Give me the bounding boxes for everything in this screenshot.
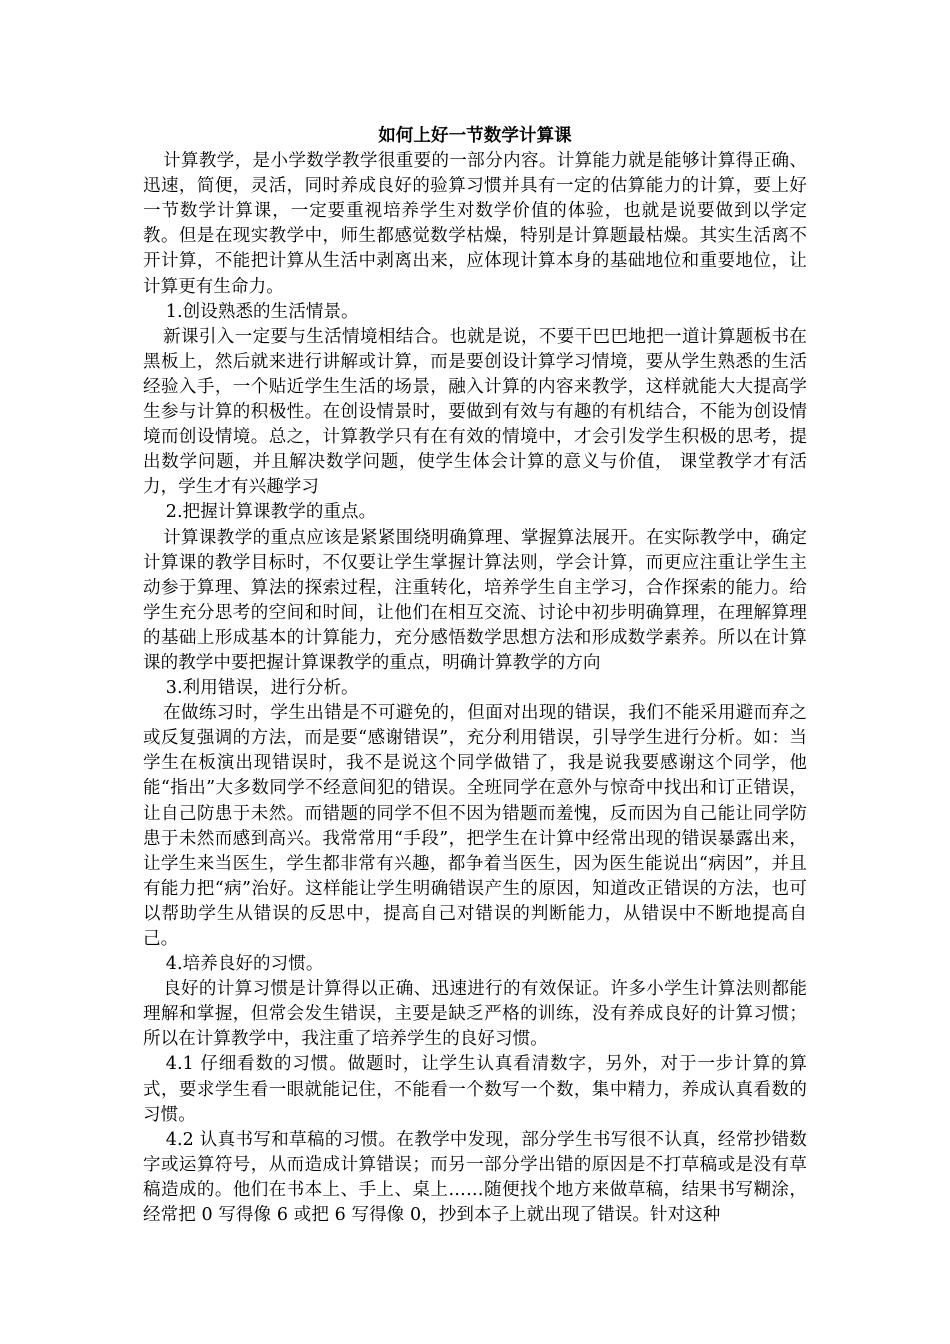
document-title: 如何上好一节数学计算课 [378, 126, 572, 146]
intro-paragraph: 计算教学，是小学数学教学很重要的一部分内容。计算能力就是能够计算得正确、迅速，简便，灵活，同时养成良好的验算习惯并具有一定的估算能力的计算，要上好一节数学计算课，一定要重视培养学生对数学价值的体验，也就是说要做到以学定教。但是在现实教学中，师生都感觉数学枯燥，特别是计算题最枯燥。其实生活离不开计算，不能把计算从生活中剥离出来，应体现计算本身的基础地位和重要地位，让计算更有生命力。 [143, 151, 807, 297]
section-paragraph: 计算课教学的重点应该是紧紧围绕明确算理、掌握算法展开。在实际教学中，确定计算课的教学目标时，不仅要让学生掌握计算法则，学会计算，而更应注重让学生主动参于算理、算法的探索过程，注重转化，培养学生自主学习，合作探索的能力。给学生充分思考的空间和时间，让他们在相互交流、讨论中初步明确算理，在理解算理的基础上形成基本的计算能力，充分感悟数学思想方法和形成数学素养。所以在计算课的教学中要把握计算课教学的重点，明确计算教学的方向 [143, 527, 807, 673]
section-paragraph: 新课引入一定要与生活情境相结合。也就是说，不要干巴巴地把一道计算题板书在黑板上，然后就来进行讲解或计算，而是要创设计算学习情境，要从学生熟悉的生活经验入手，一个贴近学生生活的场景，融入计算的内容来教学，这样就能大大提高学生参与计算的积极性。在创设情景时，要做到有效与有趣的有机结合，不能为创设情境而创设情境。总之，计算教学只有在有效的情境中，才会引发学生积极的思考，提出数学问题，并且解决数学问题，使学生体会计算的意义与价值， 课堂教学才有活力，学生才有兴趣学习 [143, 326, 807, 498]
section-paragraph: 良好的计算习惯是计算得以正确、迅速进行的有效保证。许多小学生计算法则都能理解和掌握，但常会发生错误，主要是缺乏严格的训练，没有养成良好的计算习惯；所以在计算教学中，我注重了培养学生的良好习惯。 [143, 979, 807, 1050]
section-heading: 1.创设熟悉的生活情景。 [165, 301, 359, 322]
subsection-paragraph: 4.1 仔细看数的习惯。做题时，让学生认真看清数字，另外，对于一步计算的算式，要求学生看一眼就能记住，不能看一个数写一个数，集中精力，养成认真看数的习惯。 [143, 1054, 807, 1125]
section-heading: 2.把握计算课教学的重点。 [165, 502, 377, 523]
document-body [143, 124, 807, 1228]
subsection-paragraph: 4.2 认真书写和草稿的习惯。在教学中发现，部分学生书写很不认真，经常抄错数字或运算符号，从而造成计算错误；而另一部分学出错的原因是不打草稿或是没有草稿造成的。他们在书本上、手上、桌上……随便找个地方来做草稿，结果书写糊涂，经常把 0 写得像 6 或把 6 写得像 0，抄到本子上就出现了错误。针对这种 [143, 1129, 807, 1226]
section-paragraph: 在做练习时，学生出错是不可避免的，但面对出现的错误，我们不能采用避而弃之或反复强调的方法，而是要“感谢错误”，充分利用错误，引导学生进行分析。如：当学生在板演出现错误时，我不是说这个同学做错了，我是说我要感谢这个同学，他能“指出”大多数同学不经意间犯的错误。全班同学在意外与惊奇中找出和订正错误，让自己防患于未然。而错题的同学不但不因为错题而羞愧，反而因为自己能让同学防患于未然而感到高兴。我常常用“手段”，把学生在计算中经常出现的错误暴露出来，让学生来当医生，学生都非常有兴趣，都争着当医生，因为医生能说出“病因”，并且有能力把“病”治好。这样能让学生明确错误产生的原因，知道改正错误的方法，也可以帮助学生从错误的反思中，提高自己对错误的判断能力，从错误中不断地提高自己。 [143, 703, 807, 949]
section-heading: 4.培养良好的习惯。 [165, 954, 324, 975]
section-heading: 3.利用错误，进行分析。 [165, 678, 359, 699]
